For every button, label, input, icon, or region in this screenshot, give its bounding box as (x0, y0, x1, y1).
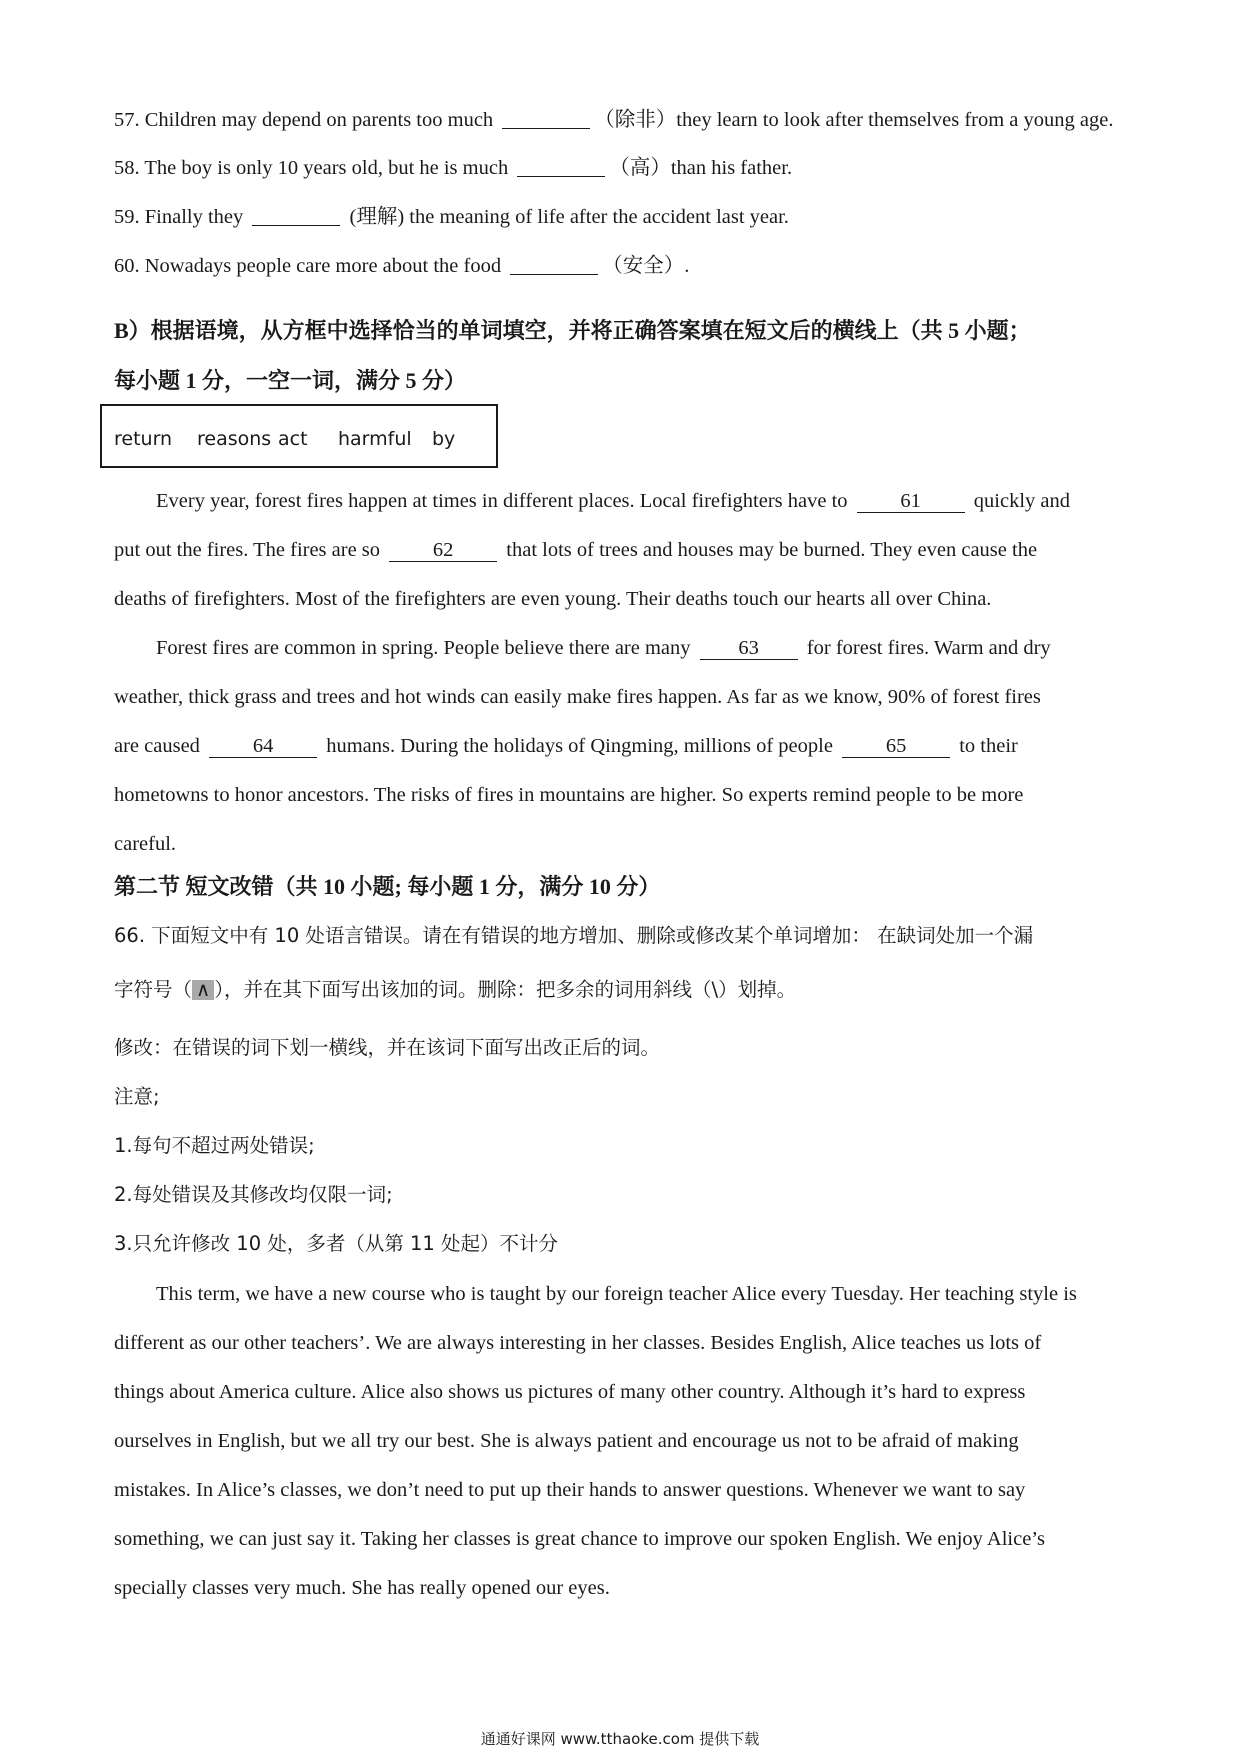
correction-passage-line: things about America culture. Alice also shows us pictures of many other country. Although it’s hard to express (114, 1381, 1026, 1403)
answer-blank[interactable] (517, 158, 605, 177)
question-57: 57. Children may depend on parents too much （除非）they learn to look after themselves from a young age. (114, 109, 1114, 131)
correction-passage-line: specially classes very much. She has really opened our eyes. (114, 1577, 610, 1599)
correction-passage-line: ourselves in English, but we all try our best. She is always patient and encourage us not to be afraid of making (114, 1430, 1019, 1452)
word-option: return (114, 428, 173, 450)
passage-line: deaths of firefighters. Most of the firefighters are even young. Their deaths touch our hearts all over China. (114, 588, 992, 610)
passage-line: Forest fires are common in spring. People believe there are many 63 for forest fires. Warm and dry (156, 637, 1051, 659)
question-60: 60. Nowadays people care more about the food （安全）. (114, 255, 690, 277)
correction-passage-line: something, we can just say it. Taking her classes is great chance to improve our spoken English. We enjoy Alice’s (114, 1528, 1045, 1550)
answer-blank[interactable] (510, 256, 598, 275)
note-label: 注意; (114, 1085, 160, 1108)
caret-symbol: ∧ (192, 980, 214, 1000)
correction-passage-line: This term, we have a new course who is taught by our foreign teacher Alice every Tuesday. Her teaching style is (156, 1283, 1077, 1305)
passage-line: hometowns to honor ancestors. The risks of fires in mountains are higher. So experts remind people to be more (114, 784, 1024, 806)
part-b-heading-line2: 每小题 1 分，一空一词，满分 5 分） (114, 368, 467, 393)
page-footer: 通通好课网 www.tthaoke.com 提供下载 (480, 1730, 760, 1748)
passage-line: careful. (114, 833, 177, 855)
rule-item: 3.只允许修改 10 处，多者（从第 11 处起）不计分 (114, 1232, 559, 1255)
part-b-heading-line1: B）根据语境，从方框中选择恰当的单词填空，并将正确答案填在短文后的横线上（共 5 小题； (114, 318, 1031, 343)
correction-passage-line: different as our other teachers’. We are always interesting in her classes. Besides English, Alice teaches us lots of (114, 1332, 1042, 1354)
question-66-instruction: 66. 下面短文中有 10 处语言错误。请在有错误的地方增加、删除或修改某个单词增加： 在缺词处加一个漏 (114, 924, 1034, 947)
passage-line: put out the fires. The fires are so 62 that lots of trees and houses may be burned. They even cause the (114, 539, 1038, 561)
word-choice-box (100, 404, 498, 468)
answer-blank[interactable] (252, 207, 340, 226)
numbered-blank-63[interactable]: 63 (700, 638, 798, 660)
passage-line: Every year, forest fires happen at times in different places. Local firefighters have to 61 quickly and (156, 490, 1070, 512)
question-66-instruction-cont: 字符号（ ∧ ），并在其下面写出该加的词。删除：把多余的词用斜线（\）划掉。 (114, 978, 797, 1001)
word-option: by (432, 428, 456, 450)
numbered-blank-61[interactable]: 61 (857, 491, 965, 513)
rule-item: 2.每处错误及其修改均仅限一词; (114, 1183, 393, 1206)
section-2-heading: 第二节 短文改错（共 10 小题; 每小题 1 分，满分 10 分） (114, 874, 661, 899)
question-58: 58. The boy is only 10 years old, but he is much （高）than his father. (114, 157, 793, 179)
correction-passage-line: mistakes. In Alice’s classes, we don’t need to put up their hands to answer questions. Whenever we want to say (114, 1479, 1026, 1501)
word-option: harmful (338, 428, 412, 450)
question-59: 59. Finally they (理解) the meaning of life after the accident last year. (114, 206, 789, 228)
numbered-blank-64[interactable]: 64 (209, 736, 317, 758)
passage-line: weather, thick grass and trees and hot winds can easily make fires happen. As far as we know, 90% of forest fires (114, 686, 1041, 708)
answer-blank[interactable] (502, 110, 590, 129)
rule-item: 1.每句不超过两处错误; (114, 1134, 315, 1157)
word-option: act (278, 428, 308, 450)
passage-line: are caused 64 humans. During the holidays of Qingming, millions of people 65 to their (114, 735, 1018, 757)
modify-instruction: 修改：在错误的词下划一横线，并在该词下面写出改正后的词。 (114, 1036, 661, 1059)
numbered-blank-62[interactable]: 62 (389, 540, 497, 562)
word-option: reasons (197, 428, 272, 450)
numbered-blank-65[interactable]: 65 (842, 736, 950, 758)
